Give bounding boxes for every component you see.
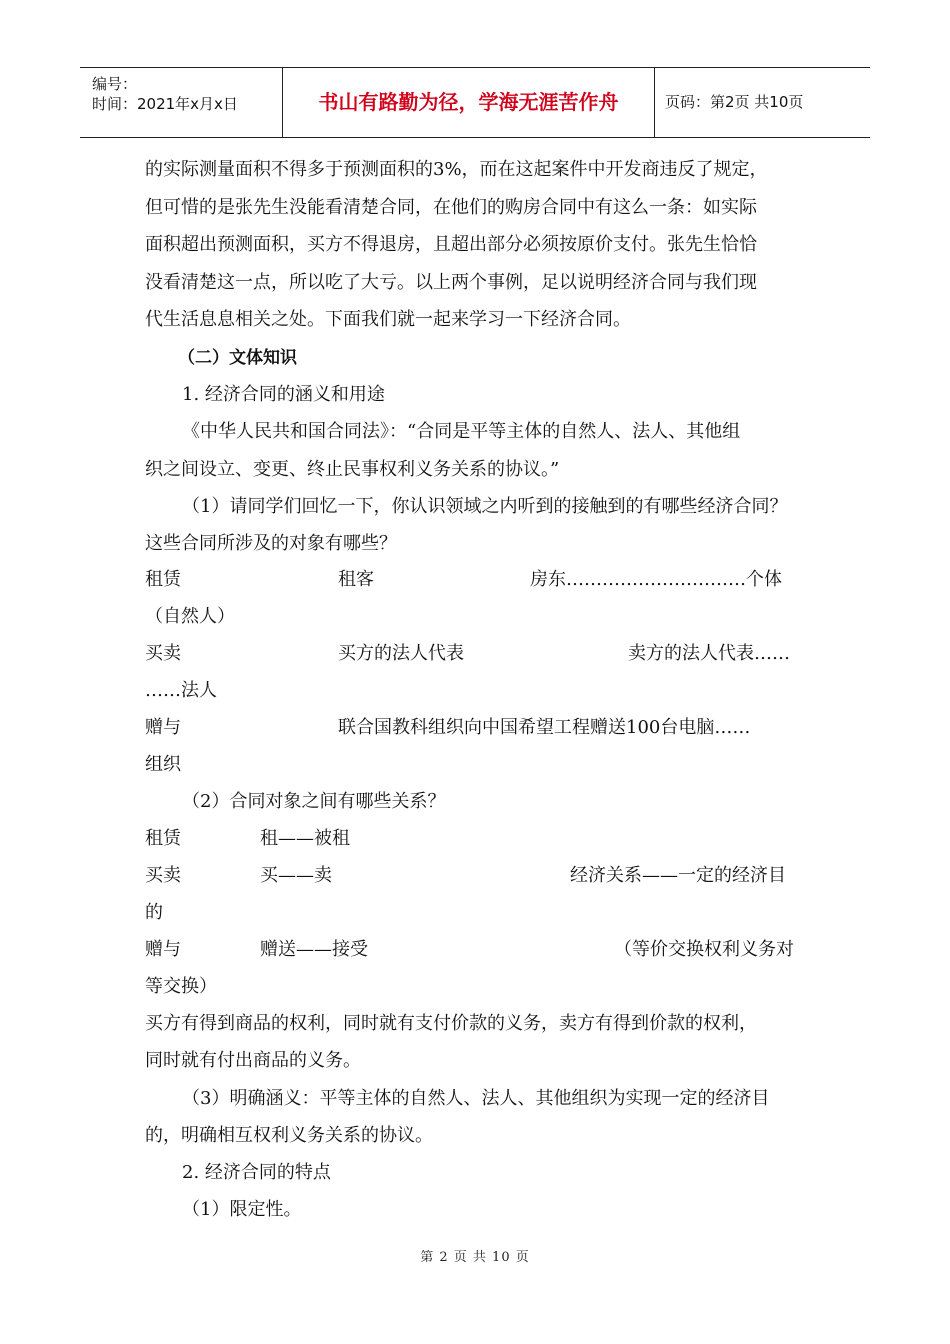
- row-label: 买卖: [145, 643, 181, 664]
- question-line: （1）请同学们回忆一下，你认识领域之内听到的接触到的有哪些经济合同？: [182, 496, 788, 517]
- row-label: 赠与: [145, 939, 181, 960]
- paragraph-line: （3）明确涵义：平等主体的自然人、法人、其他组织为实现一定的经济目: [182, 1088, 770, 1109]
- header-number-label: 编号：: [92, 75, 138, 93]
- row-label: 租赁: [145, 828, 181, 849]
- header-time-label: 时间：2021年x月x日: [92, 95, 238, 113]
- paragraph-line: 的，明确相互权利义务关系的协议。: [145, 1125, 433, 1146]
- paragraph-line: 代生活息息相关之处。下面我们就一起来学习一下经济合同。: [145, 309, 631, 330]
- row-cell: 卖方的法人代表……: [628, 643, 790, 664]
- row-cell: 赠送——接受: [260, 939, 368, 960]
- paragraph-line: 同时就有付出商品的义务。: [145, 1050, 361, 1071]
- item-heading: 2. 经济合同的特点: [182, 1162, 331, 1183]
- paragraph-line: 织之间设立、变更、终止民事权利义务关系的协议。”: [145, 459, 560, 480]
- question-line: （2）合同对象之间有哪些关系？: [182, 791, 446, 812]
- row-label: 赠与: [145, 717, 181, 738]
- row-cell: 房东…………………………个体: [530, 569, 782, 590]
- row-cell: ……法人: [145, 680, 217, 701]
- row-cell: 租客: [338, 569, 374, 590]
- row-cell: （自然人）: [145, 606, 235, 627]
- row-cell: 买——卖: [260, 865, 332, 886]
- row-cell: （等价交换权利义务对: [614, 939, 794, 960]
- paragraph-line: 没看清楚这一点，所以吃了大亏。以上两个事例，足以说明经济合同与我们现: [145, 272, 757, 293]
- paragraph-line: 面积超出预测面积，买方不得退房，且超出部分必须按原价支付。张先生恰恰: [145, 234, 757, 255]
- row-label: 租赁: [145, 569, 181, 590]
- page-footer: 第 2 页 共 10 页: [420, 1250, 530, 1265]
- row-cell: 租——被租: [260, 828, 350, 849]
- header-meta-cell: [80, 68, 283, 137]
- header-motto: 书山有路勤为径，学海无涯苦作舟: [283, 68, 655, 137]
- page-header: [80, 67, 870, 138]
- row-cell: 买方的法人代表: [338, 643, 464, 664]
- row-cell: 的: [145, 902, 163, 923]
- row-cell: 组织: [145, 754, 181, 775]
- question-line: 这些合同所涉及的对象有哪些？: [145, 533, 397, 554]
- header-page-info: 页码：第2页 共10页: [665, 93, 804, 111]
- paragraph-line: 的实际测量面积不得多于预测面积的3%，而在这起案件中开发商违反了规定，: [145, 159, 768, 180]
- item-heading: 1. 经济合同的涵义和用途: [182, 384, 385, 405]
- section-heading: （二）文体知识: [178, 348, 297, 368]
- row-label: 买卖: [145, 865, 181, 886]
- row-cell: 等交换）: [145, 976, 217, 997]
- paragraph-line: 《中华人民共和国合同法》：“合同是平等主体的自然人、法人、其他组: [182, 421, 741, 442]
- paragraph-line: 买方有得到商品的权利，同时就有支付价款的义务，卖方有得到价款的权利，: [145, 1013, 757, 1034]
- row-cell: 经济关系——一定的经济目: [570, 865, 786, 886]
- sub-heading: （1）限定性。: [182, 1199, 302, 1220]
- row-cell: 联合国教科组织向中国希望工程赠送100台电脑……: [338, 717, 751, 738]
- paragraph-line: 但可惜的是张先生没能看清楚合同，在他们的购房合同中有这么一条：如实际: [145, 197, 757, 218]
